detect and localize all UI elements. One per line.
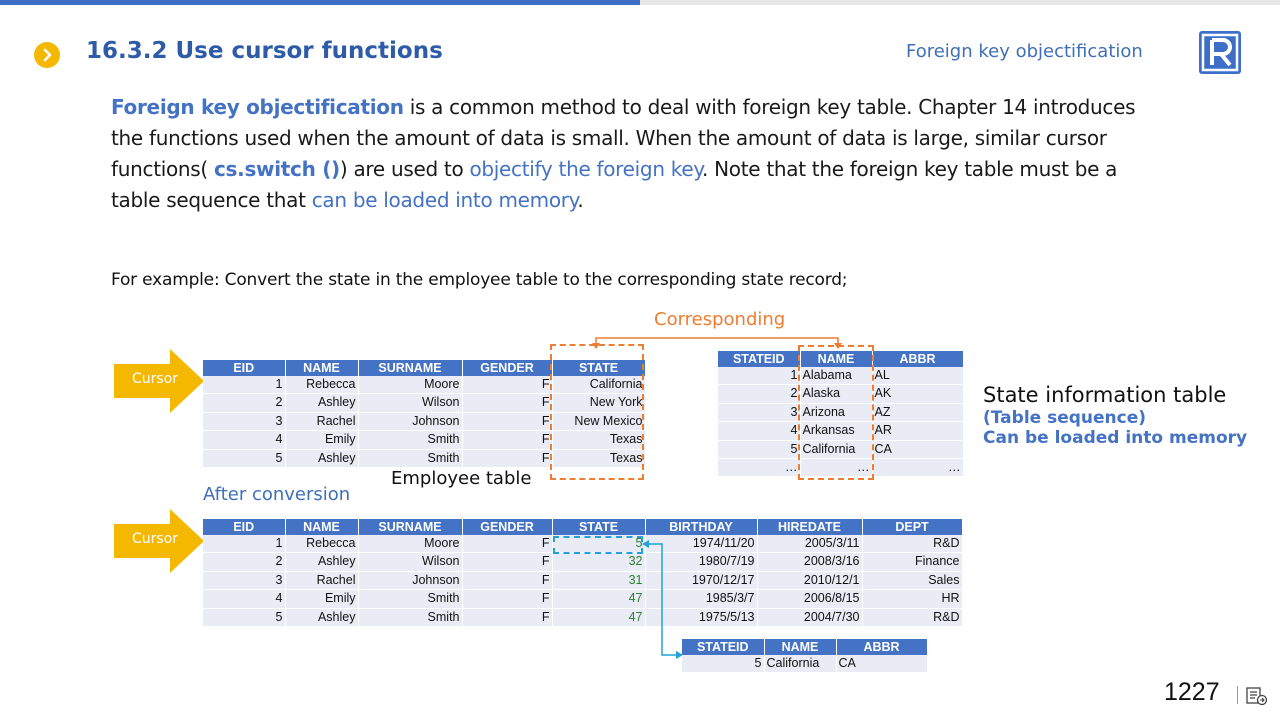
table-cell: 2 [203,553,285,571]
table-header-row [203,519,962,535]
table-cell: AK [872,385,963,403]
table-row [203,553,962,571]
state-info-line2: (Table sequence) [983,408,1147,428]
intro-text-4: . [577,188,584,212]
chevron-right-icon [34,42,60,68]
table-cell: Rebecca [285,376,358,394]
state-cell-highlight [553,536,643,554]
column-header: STATEID [718,351,800,367]
cursor-label: Cursor [131,531,179,547]
column-header: NAME [285,519,358,535]
table-cell: Emily [285,431,358,449]
table-cell: 2004/7/30 [757,608,862,626]
table-cell: Texas [552,449,645,467]
state-info-note [983,383,1247,448]
table-cell: New York [552,394,645,412]
cursor-label: Cursor [131,371,179,387]
column-header: HIREDATE [757,519,862,535]
table-cell: Rachel [285,412,358,430]
table-cell: New Mexico [552,412,645,430]
table-cell: F [462,571,552,589]
table-cell: F [462,394,552,412]
table-cell: 5 [203,449,285,467]
table-cell: F [462,590,552,608]
table-cell: 4 [718,422,800,440]
table-cell: 3 [718,403,800,421]
table-cell: Smith [358,449,462,467]
table-cell: 5 [552,535,645,553]
table-cell: Smith [358,431,462,449]
table-cell: 5 [718,440,800,458]
table-cell: Smith [358,590,462,608]
cursor-arrow-1 [114,349,212,413]
table-cell: 1 [203,376,285,394]
table-cell: 1 [203,535,285,553]
intro-text-2: ) are used to [339,157,470,181]
column-header: ABBR [836,639,927,655]
column-header: NAME [764,639,836,655]
table-cell: Ashley [285,394,358,412]
table-cell: Johnson [358,412,462,430]
column-header: GENDER [462,360,552,376]
table-cell: Texas [552,431,645,449]
column-header: STATE [552,360,645,376]
page-number: 1227 [1164,678,1220,706]
table-cell: AR [872,422,963,440]
table-cell: 1980/7/19 [645,553,757,571]
table-cell: Arkansas [800,422,872,440]
table-cell: Arizona [800,403,872,421]
name-column-highlight [798,345,874,480]
intro-text-1: is a common method to deal with foreign key table. Chapter 14 introduces the functions used when the amount of data is small. When the amount of data is large, similar cursor functions( [111,95,1136,181]
header-topic: Foreign key objectification [906,41,1143,62]
table-cell: 1974/11/20 [645,535,757,553]
table-cell: F [462,535,552,553]
table-cell: F [462,608,552,626]
table-cell: F [462,376,552,394]
page-divider [1237,686,1238,704]
column-header: SURNAME [358,519,462,535]
top-progress-track [640,0,1280,5]
table-cell: 5 [203,608,285,626]
state-column-highlight [550,344,644,480]
table-cell: Smith [358,608,462,626]
table-cell: … [872,459,963,477]
table-cell: R&D [862,608,962,626]
intro-term-foreign-key: Foreign key objectification [111,95,404,119]
table-cell: 2 [718,385,800,403]
table-cell: 2006/8/15 [757,590,862,608]
table-cell: 47 [552,590,645,608]
table-cell: 3 [203,571,285,589]
table-row [203,608,962,626]
table-cell: 2005/3/11 [757,535,862,553]
table-cell: Rebecca [285,535,358,553]
table-cell: 5 [682,655,764,673]
table-cell: Ashley [285,553,358,571]
table-cell: Moore [358,535,462,553]
table-row [203,571,962,589]
table-cell: HR [862,590,962,608]
table-row [203,590,962,608]
table-cell: F [462,449,552,467]
example-text: For example: Convert the state in the employee table to the corresponding state record; [111,270,848,290]
column-header: EID [203,360,285,376]
column-header: ABBR [872,351,963,367]
table-cell: Wilson [358,394,462,412]
table-cell: 2 [203,394,285,412]
table-cell: Johnson [358,571,462,589]
table-cell: Finance [862,553,962,571]
record-link-arrow [634,536,684,662]
table-cell: Alaska [800,385,872,403]
top-progress-bar [0,0,640,5]
table-cell: Wilson [358,553,462,571]
table-cell: … [800,459,872,477]
table-cell: R&D [862,535,962,553]
table-cell: 3 [203,412,285,430]
table-cell: 31 [552,571,645,589]
column-header: DEPT [862,519,962,535]
column-header: STATE [552,519,645,535]
table-cell: 4 [203,590,285,608]
table-cell: F [462,412,552,430]
table-cell: Rachel [285,571,358,589]
table-cell: F [462,431,552,449]
table-cell: … [718,459,800,477]
column-header: BIRTHDAY [645,519,757,535]
table-cell: AZ [872,403,963,421]
table-cell: Emily [285,590,358,608]
intro-term-memory: can be loaded into memory [311,188,578,212]
section-title: 16.3.2 Use cursor functions [86,38,443,64]
table-cell: 4 [203,431,285,449]
table-cell: CA [836,655,927,673]
column-header: SURNAME [358,360,462,376]
table-cell: California [800,440,872,458]
state-record-table [682,639,928,673]
table-cell: AL [872,367,963,385]
table-cell: CA [872,440,963,458]
intro-term-cs-switch: cs.switch () [213,157,340,181]
column-header: NAME [800,351,872,367]
table-cell: Ashley [285,449,358,467]
table-cell: 2008/3/16 [757,553,862,571]
state-info-title: State information table [983,383,1227,407]
table-cell: 1985/3/7 [645,590,757,608]
table-header-row [682,639,927,655]
corresponding-label: Corresponding [654,309,786,330]
intro-paragraph [111,92,1161,216]
table-row [682,655,927,673]
column-header: STATEID [682,639,764,655]
table-cell: 47 [552,608,645,626]
table-cell: 1 [718,367,800,385]
table-cell: 1970/12/17 [645,571,757,589]
table-cell: California [552,376,645,394]
table-cell: F [462,553,552,571]
state-info-line3: Can be loaded into memory [983,428,1248,448]
intro-text-3: . Note that the foreign key table must be a table sequence that [111,157,1118,212]
table-cell: California [764,655,836,673]
intro-term-objectify: objectify the foreign key [469,157,703,181]
column-header: GENDER [462,519,552,535]
table-cell: Moore [358,376,462,394]
employee-table-caption: Employee table [391,468,532,489]
slide-notes-icon[interactable] [1246,686,1268,706]
column-header: NAME [285,360,358,376]
table-cell: 32 [552,553,645,571]
table-cell: Sales [862,571,962,589]
after-conversion-label: After conversion [203,484,351,505]
column-header: EID [203,519,285,535]
table-cell: Ashley [285,608,358,626]
table-cell: 1975/5/13 [645,608,757,626]
table-cell: Alabama [800,367,872,385]
table-cell: 2010/12/1 [757,571,862,589]
brand-logo-icon [1199,31,1241,74]
cursor-arrow-2 [114,509,212,573]
